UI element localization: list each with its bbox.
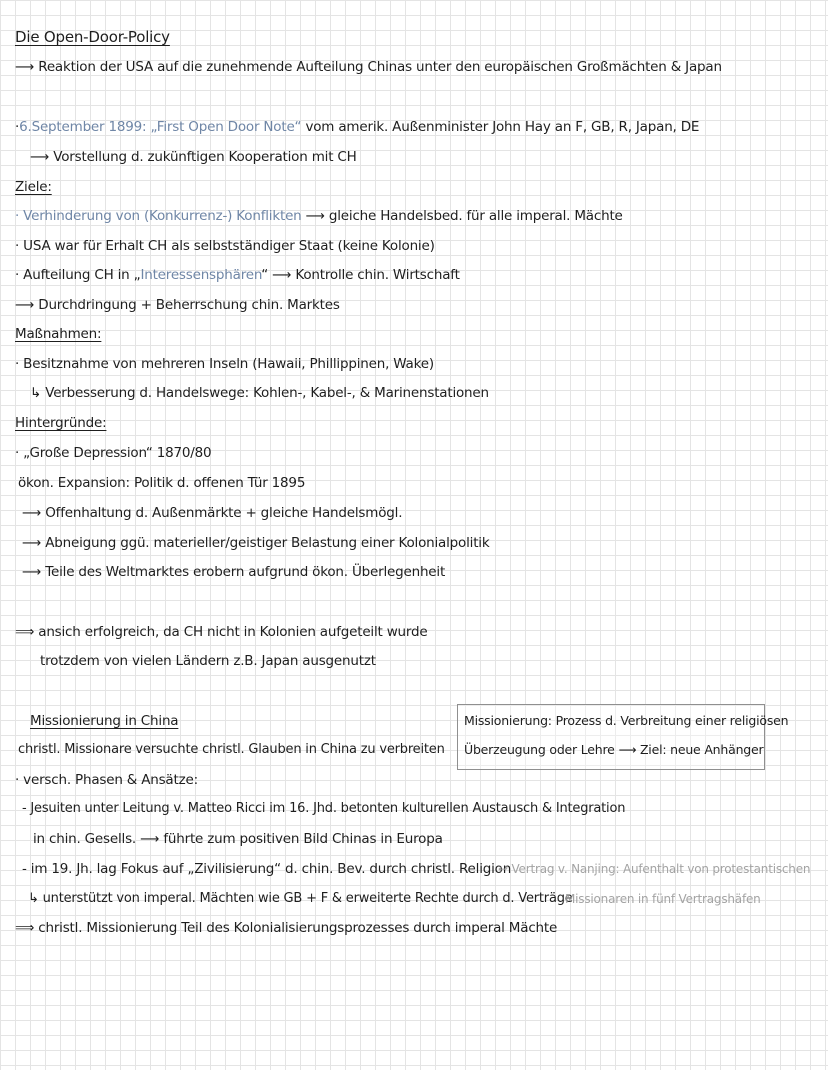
goal-item-1 [15,207,623,225]
mission-item-2: - im 19. Jh. lag Fokus auf „Zivilisierung“ d. chin. Bev. durch christl. Religion [22,861,512,877]
goal-item-3-highlight: Interessensphären [140,267,262,283]
background-item-3: ⟶ Offenhaltung d. Außenmärkte + gleiche Handelsmögl. [22,505,403,521]
background-item-4: ⟶ Abneigung ggü. materieller/geistiger Belastung einer Kolonialpolitik [22,535,490,551]
background-heading: Hintergründe: [15,415,107,431]
mission-phases: · versch. Phasen & Ansätze: [15,772,198,788]
mission-heading: Missionierung in China [30,713,179,729]
note-date: 6.September 1899: „First Open Door Note“ [19,119,302,135]
side-note-line-1: ↩ Vertrag v. Nanjing: Aufenthalt von protestantischen [498,862,811,876]
conclusion-line-1: ⟹ ansich erfolgreich, da CH nicht in Kolonien aufgeteilt wurde [15,624,428,640]
goal-item-1-rest: ⟶ gleiche Handelsbed. für alle imperal. Mächte [301,208,623,224]
definition-line-2: Überzeugung oder Lehre ⟶ Ziel: neue Anhänger [464,742,764,757]
intro-line: ⟶ Reaktion der USA auf die zunehmende Aufteilung Chinas unter den europäischen Großmächten & Japan [15,59,722,75]
bullet: · [15,119,20,135]
mission-item-3: ↳ unterstützt von imperal. Mächten wie GB + F & erweiterte Rechte durch d. Verträge [28,891,573,906]
goal-item-2: · USA war für Erhalt CH als selbstständiger Staat (keine Kolonie) [15,238,435,254]
mission-item-1: - Jesuiten unter Leitung v. Matteo Ricci im 16. Jhd. betonten kulturellen Austausch & Integration [22,801,626,816]
mission-intro: christl. Missionare versuchte christl. Glauben in China zu verbreiten [18,742,445,757]
goals-heading: Ziele: [15,179,52,195]
definition-line-1: Missionierung: Prozess d. Verbreitung einer religiösen [464,713,789,728]
goal-item-4: ⟶ Durchdringung + Beherrschung chin. Marktes [15,297,340,313]
background-item-1: · „Große Depression“ 1870/80 [15,445,212,461]
open-door-note [15,118,699,136]
measure-item-1: · Besitznahme von mehreren Inseln (Hawaii, Phillippinen, Wake) [15,356,434,372]
note-rest: vom amerik. Außenminister John Hay an F, GB, R, Japan, DE [301,119,700,135]
conclusion-line-2: trotzdem von vielen Ländern z.B. Japan ausgenutzt [40,653,376,669]
measures-heading: Maßnahmen: [15,326,102,342]
mission-item-1b: in chin. Gesells. ⟶ führte zum positiven Bild Chinas in Europa [33,831,443,847]
goal-item-3-post: “ ⟶ Kontrolle chin. Wirtschaft [261,267,460,283]
goal-item-1-highlight: · Verhinderung von (Konkurrenz-) Konflikten [15,208,302,224]
side-note-line-2: Missionaren in fünf Vertragshäfen [565,892,761,906]
measure-item-2: ↳ Verbesserung d. Handelswege: Kohlen-, Kabel-, & Marinenstationen [30,385,489,401]
definition-box [457,704,789,770]
goal-item-3-pre: · Aufteilung CH in „ [15,267,141,283]
goal-item-3 [15,266,460,284]
background-item-2: ökon. Expansion: Politik d. offenen Tür 1895 [18,475,306,491]
mission-conclusion: ⟹ christl. Missionierung Teil des Kolonialisierungsprozesses durch imperal Mächte [15,920,558,936]
title: Die Open-Door-Policy [15,28,170,46]
note-sub: ⟶ Vorstellung d. zukünftigen Kooperation mit CH [30,149,357,165]
background-item-5: ⟶ Teile des Weltmarktes erobern aufgrund ökon. Überlegenheit [22,564,446,580]
